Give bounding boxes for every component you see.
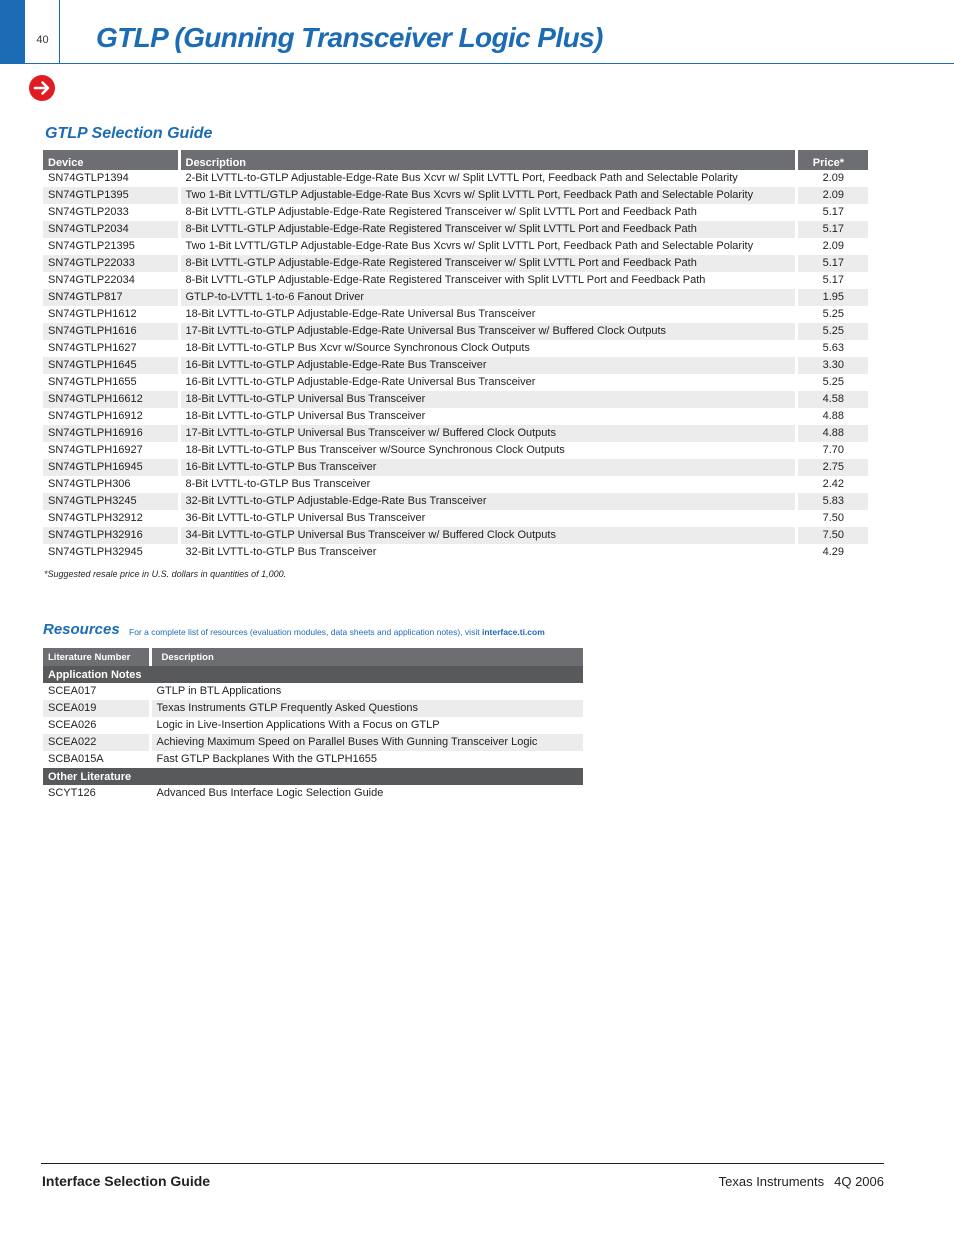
description-cell: 8-Bit LVTTL-GTLP Adjustable-Edge-Rate Registered Transceiver w/ Split LVTTL Port and Feedback Path <box>179 221 796 238</box>
price-cell: 4.88 <box>796 425 868 442</box>
description-cell: 8-Bit LVTTL-GTLP Adjustable-Edge-Rate Registered Transceiver with Split LVTTL Port and Feedback Path <box>179 272 796 289</box>
device-cell: SN74GTLPH1645 <box>43 357 179 374</box>
table-row <box>43 357 868 374</box>
price-cell: 5.17 <box>796 221 868 238</box>
price-cell: 2.09 <box>822 172 844 184</box>
resources-table <box>43 648 583 802</box>
price-footnote: *Suggested resale price in U.S. dollars in quantities of 1,000. <box>44 569 287 579</box>
price-cell: 5.25 <box>822 308 844 320</box>
table-row <box>43 700 583 717</box>
table-row <box>43 272 868 289</box>
description-cell: Fast GTLP Backplanes With the GTLPH1655 <box>156 753 378 765</box>
footer-guide-title: Interface Selection Guide <box>42 1173 211 1189</box>
device-cell: SN74GTLP817 <box>43 289 179 306</box>
selection-guide-title: GTLP Selection Guide <box>45 125 213 142</box>
price-cell: 3.30 <box>796 357 868 374</box>
description-cell: 17-Bit LVTTL-to-GTLP Adjustable-Edge-Rate Universal Bus Transceiver w/ Buffered Clock Outputs <box>179 323 796 340</box>
table-row <box>43 751 583 768</box>
description-cell: 8-Bit LVTTL-GTLP Adjustable-Edge-Rate Registered Transceiver w/ Split LVTTL Port and Feedback Path <box>179 255 796 272</box>
device-cell: SN74GTLP22034 <box>43 272 179 289</box>
table-row <box>43 425 868 442</box>
price-cell: 5.83 <box>796 493 868 510</box>
category-row <box>43 666 583 683</box>
description-cell: 8-Bit LVTTL-GTLP Adjustable-Edge-Rate Registered Transceiver w/ Split LVTTL Port and Feedback Path <box>179 204 796 221</box>
device-cell: SN74GTLP2033 <box>43 204 179 221</box>
table-row <box>43 170 868 187</box>
price-cell: 7.50 <box>822 512 844 524</box>
table-row <box>43 204 868 221</box>
device-cell: SN74GTLPH32912 <box>43 510 179 527</box>
device-cell: SN74GTLP21395 <box>43 238 179 255</box>
price-cell: 5.25 <box>822 376 844 388</box>
category-row <box>43 768 583 785</box>
literature-number-cell: SCYT126 <box>43 785 150 802</box>
page-title: GTLP (Gunning Transceiver Logic Plus) <box>96 22 603 53</box>
literature-number-cell: SCEA026 <box>43 717 150 734</box>
footer-company: Texas Instruments <box>718 1174 825 1189</box>
device-cell: SN74GTLPH32945 <box>43 544 179 561</box>
price-cell: 7.70 <box>822 444 844 456</box>
header-accent-bar <box>0 0 25 64</box>
column-header-description: Description <box>179 150 796 170</box>
table-row <box>43 683 583 700</box>
description-cell: GTLP in BTL Applications <box>156 685 282 697</box>
table-row <box>43 734 583 751</box>
device-cell: SN74GTLP1394 <box>43 170 179 187</box>
column-header-device: Device <box>43 150 179 170</box>
price-cell: 2.09 <box>822 240 844 252</box>
table-row <box>43 510 868 527</box>
price-cell: 5.17 <box>796 255 868 272</box>
column-header-description: Description <box>150 648 583 666</box>
device-cell: SN74GTLPH306 <box>43 476 179 493</box>
right-arrow-icon[interactable] <box>29 75 55 101</box>
column-header-price: Price* <box>796 150 868 170</box>
selection-guide-table <box>43 150 868 561</box>
description-cell: 18-Bit LVTTL-to-GTLP Adjustable-Edge-Rate Universal Bus Transceiver <box>179 306 796 323</box>
table-row <box>43 289 868 306</box>
description-cell: Achieving Maximum Speed on Parallel Buses With Gunning Transceiver Logic <box>150 734 583 751</box>
table-row <box>43 340 868 357</box>
description-cell: GTLP-to-LVTTL 1-to-6 Fanout Driver <box>179 289 796 306</box>
device-cell: SN74GTLP22033 <box>43 255 179 272</box>
table-row <box>43 785 583 802</box>
literature-number-cell: SCEA017 <box>43 683 150 700</box>
description-cell: 8-Bit LVTTL-to-GTLP Bus Transceiver <box>179 476 796 493</box>
device-cell: SN74GTLPH1616 <box>43 323 179 340</box>
literature-number-cell: SCEA019 <box>43 700 150 717</box>
description-cell: 17-Bit LVTTL-to-GTLP Universal Bus Transceiver w/ Buffered Clock Outputs <box>179 425 796 442</box>
literature-number-cell: SCEA022 <box>43 734 150 751</box>
table-row <box>43 476 868 493</box>
price-cell: 5.63 <box>822 342 844 354</box>
price-cell: 4.88 <box>822 410 844 422</box>
device-cell: SN74GTLPH1627 <box>43 340 179 357</box>
price-cell: 1.95 <box>796 289 868 306</box>
table-row <box>43 493 868 510</box>
price-cell: 5.17 <box>822 274 844 286</box>
description-cell: 36-Bit LVTTL-to-GTLP Universal Bus Transceiver <box>179 510 796 527</box>
device-cell: SN74GTLP1395 <box>43 187 179 204</box>
device-cell: SN74GTLPH1612 <box>43 306 179 323</box>
description-cell: 18-Bit LVTTL-to-GTLP Bus Xcvr w/Source Synchronous Clock Outputs <box>179 340 796 357</box>
price-cell: 2.75 <box>796 459 868 476</box>
category-label: Application Notes <box>43 666 583 683</box>
table-row <box>43 391 868 408</box>
description-cell: 16-Bit LVTTL-to-GTLP Adjustable-Edge-Rate Bus Transceiver <box>179 357 796 374</box>
description-cell: 2-Bit LVTTL-to-GTLP Adjustable-Edge-Rate Bus Xcvr w/ Split LVTTL Port, Feedback Path and Selectable Polarity <box>179 170 796 187</box>
description-cell: Texas Instruments GTLP Frequently Asked Questions <box>150 700 583 717</box>
device-cell: SN74GTLPH32916 <box>43 527 179 544</box>
literature-number-cell: SCBA015A <box>43 751 150 768</box>
device-cell: SN74GTLPH16945 <box>43 459 179 476</box>
device-cell: SN74GTLPH16612 <box>43 391 179 408</box>
table-row <box>43 408 868 425</box>
description-cell: 18-Bit LVTTL-to-GTLP Universal Bus Transceiver <box>179 408 796 425</box>
table-row <box>43 238 868 255</box>
resources-title: Resources <box>43 621 120 638</box>
description-cell: Two 1-Bit LVTTL/GTLP Adjustable-Edge-Rate Bus Xcvrs w/ Split LVTTL Port, Feedback Path and Selectable Polarity <box>179 238 796 255</box>
table-row <box>43 221 868 238</box>
table-row <box>43 717 583 734</box>
price-cell: 4.29 <box>822 546 844 558</box>
table-row <box>43 306 868 323</box>
device-cell: SN74GTLPH3245 <box>43 493 179 510</box>
table-row <box>43 459 868 476</box>
footer-edition: 4Q 2006 <box>834 1174 884 1189</box>
table-row <box>43 374 868 391</box>
device-cell: SN74GTLPH16916 <box>43 425 179 442</box>
resources-note-text: For a complete list of resources (evaluation modules, data sheets and application notes), visit <box>129 627 480 637</box>
table-header-row <box>43 648 583 666</box>
table-row <box>43 187 868 204</box>
resources-link[interactable]: interface.ti.com <box>481 627 545 637</box>
header-rule <box>25 63 954 64</box>
resources-note <box>129 627 545 637</box>
description-cell: 18-Bit LVTTL-to-GTLP Universal Bus Transceiver <box>179 391 796 408</box>
description-cell: 32-Bit LVTTL-to-GTLP Adjustable-Edge-Rate Bus Transceiver <box>179 493 796 510</box>
description-cell: Advanced Bus Interface Logic Selection Guide <box>156 787 384 799</box>
description-cell: 18-Bit LVTTL-to-GTLP Bus Transceiver w/Source Synchronous Clock Outputs <box>179 442 796 459</box>
price-cell: 5.17 <box>822 206 844 218</box>
table-row <box>43 255 868 272</box>
column-header-literature-number: Literature Number <box>43 648 150 666</box>
device-cell: SN74GTLPH16927 <box>43 442 179 459</box>
device-cell: SN74GTLPH1655 <box>43 374 179 391</box>
price-cell: 4.58 <box>796 391 868 408</box>
header-divider <box>59 0 60 64</box>
page-number: 40 <box>36 34 49 46</box>
footer-publisher <box>719 1174 884 1189</box>
price-cell: 5.25 <box>796 323 868 340</box>
description-cell: Two 1-Bit LVTTL/GTLP Adjustable-Edge-Rate Bus Xcvrs w/ Split LVTTL Port, Feedback Path and Selectable Polarity <box>179 187 796 204</box>
description-cell: 32-Bit LVTTL-to-GTLP Bus Transceiver <box>179 544 796 561</box>
table-header-row <box>43 150 868 170</box>
price-cell: 2.42 <box>822 478 844 490</box>
footer-rule <box>41 1163 884 1164</box>
price-cell: 7.50 <box>796 527 868 544</box>
table-row <box>43 442 868 459</box>
description-cell: 34-Bit LVTTL-to-GTLP Universal Bus Transceiver w/ Buffered Clock Outputs <box>179 527 796 544</box>
description-cell: Logic in Live-Insertion Applications With a Focus on GTLP <box>156 719 440 731</box>
description-cell: 16-Bit LVTTL-to-GTLP Adjustable-Edge-Rate Universal Bus Transceiver <box>179 374 796 391</box>
category-label: Other Literature <box>43 768 583 785</box>
device-cell: SN74GTLPH16912 <box>43 408 179 425</box>
table-row <box>43 323 868 340</box>
price-cell: 2.09 <box>796 187 868 204</box>
table-row <box>43 527 868 544</box>
table-row <box>43 544 868 561</box>
description-cell: 16-Bit LVTTL-to-GTLP Bus Transceiver <box>179 459 796 476</box>
device-cell: SN74GTLP2034 <box>43 221 179 238</box>
